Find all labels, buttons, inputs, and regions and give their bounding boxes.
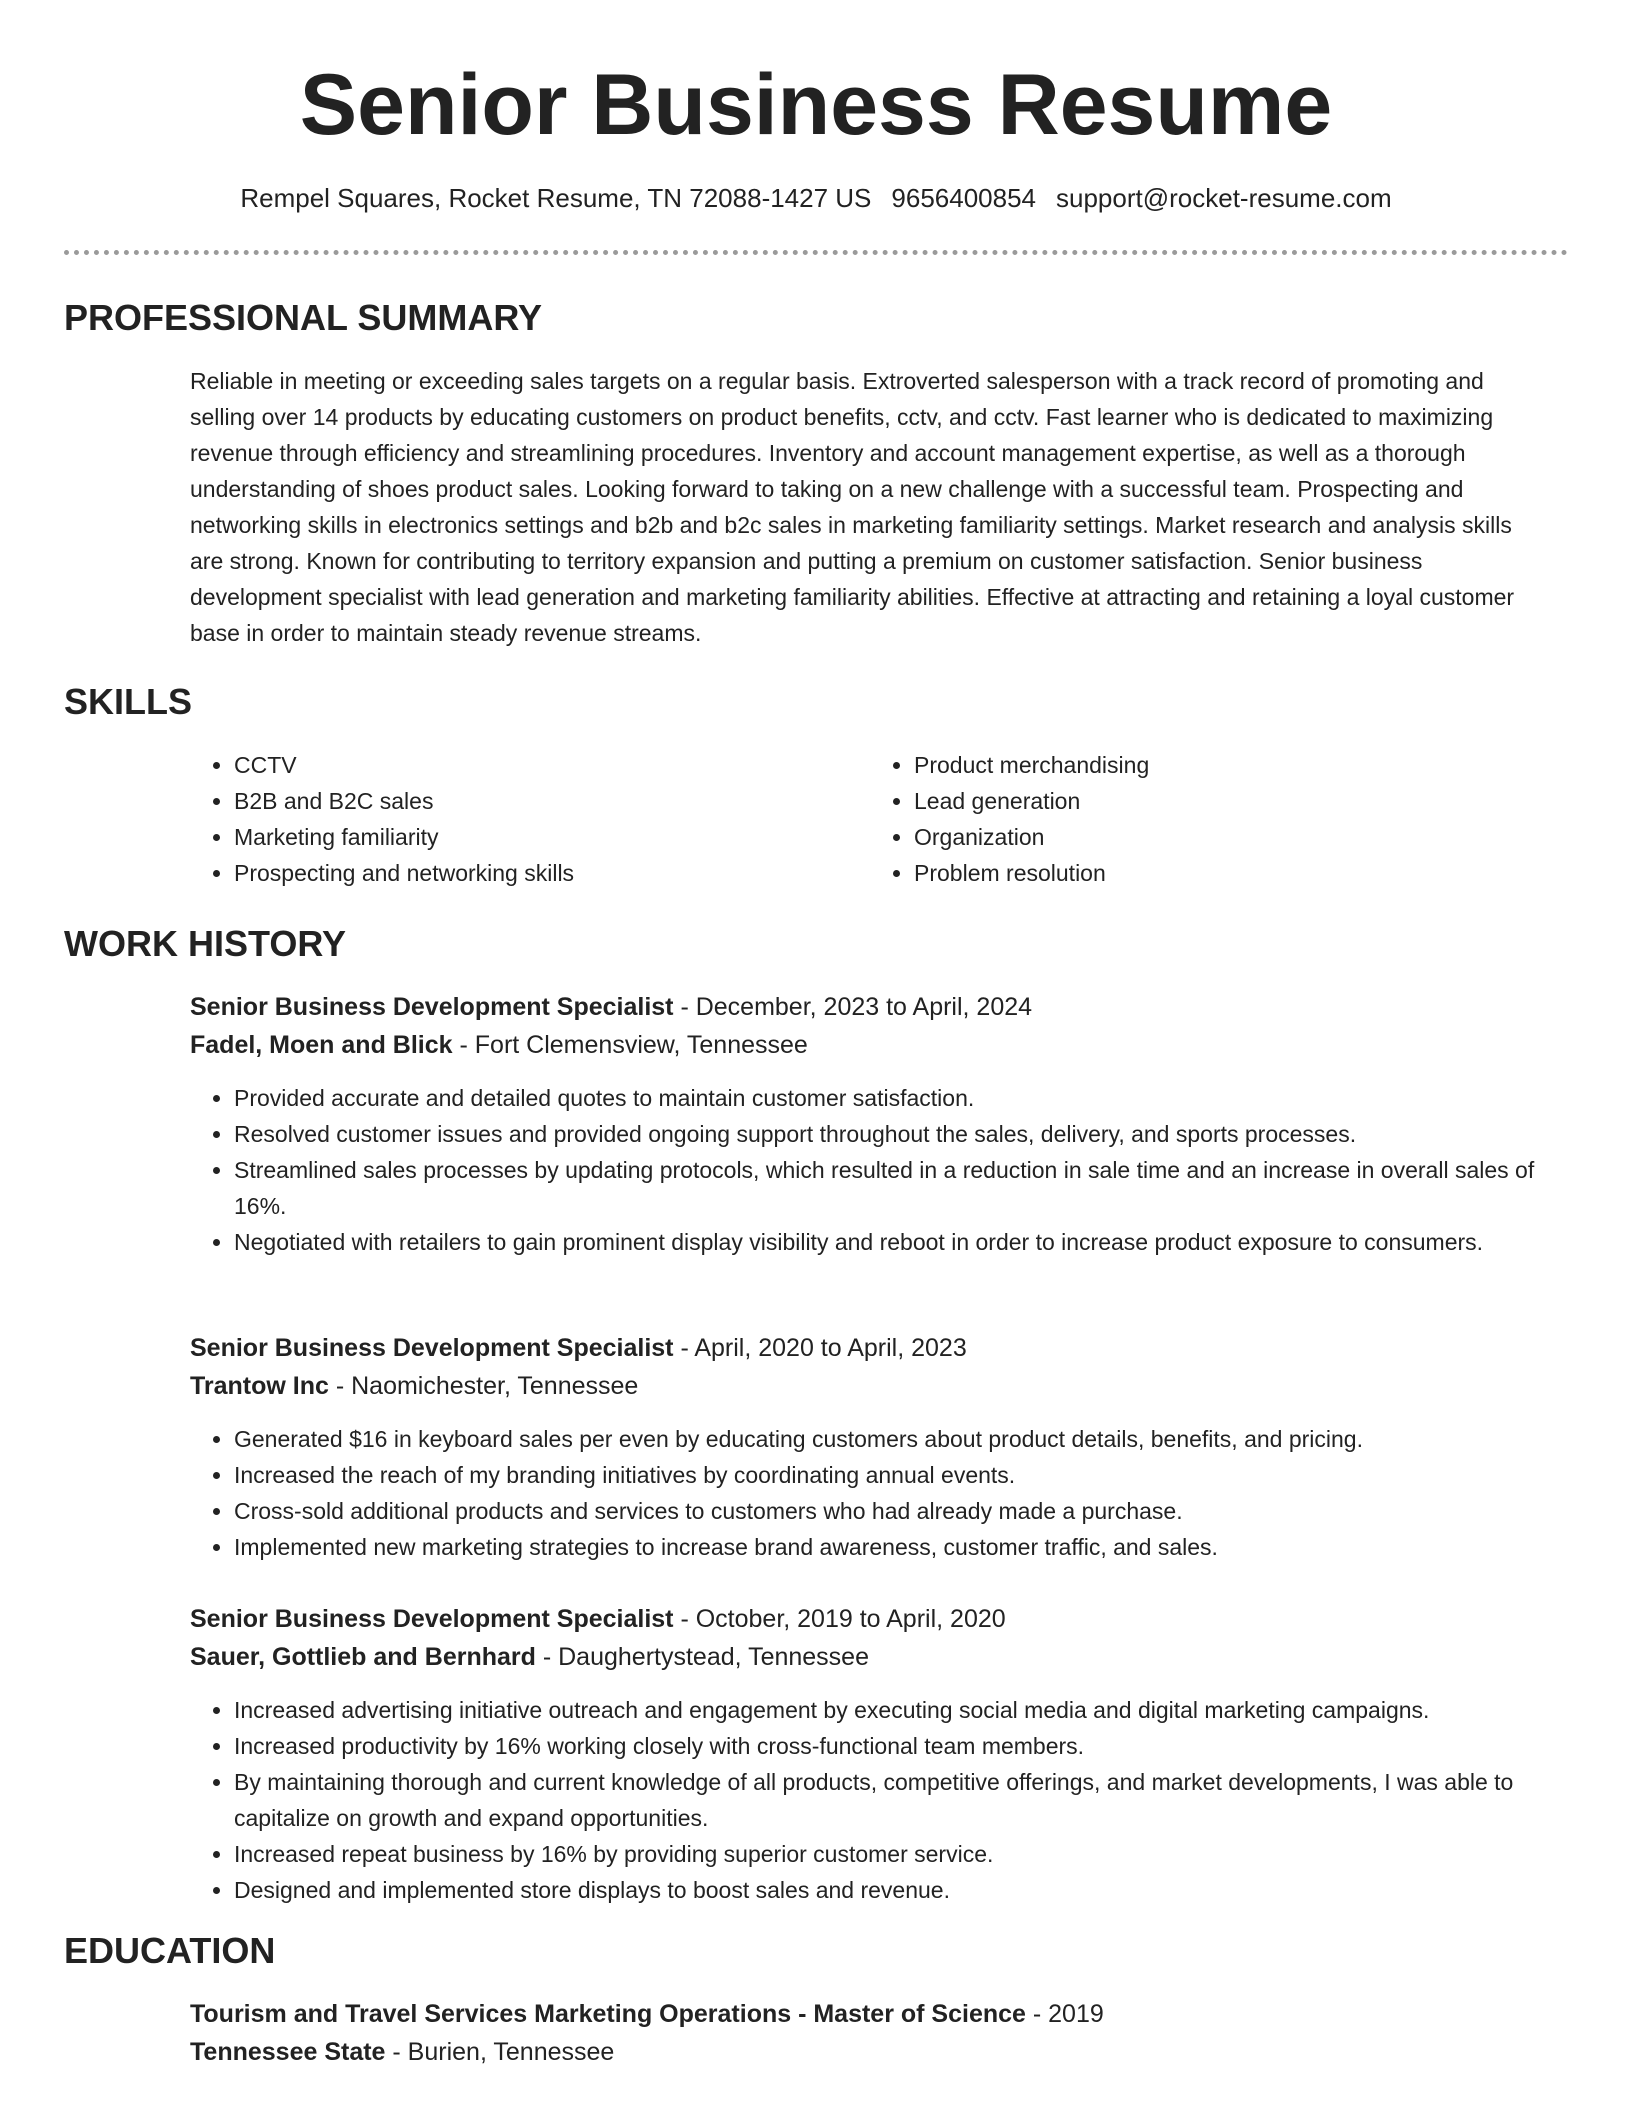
job-title-line [190,988,1550,1026]
job-company: Trantow Inc [190,1372,329,1400]
job-location: - Daughertystead, Tennessee [535,1643,869,1671]
skill-item: • Organization [914,819,1550,855]
duty-item: • By maintaining thorough and current knowledge of all products, competitive offerings, and market developments, I was able to capitalize on growth and expand opportunities. [234,1764,1550,1836]
job-entry [190,988,1550,1260]
duty-item: • Generated $16 in keyboard sales per even by educating customers about product details, benefits, and pricing. [234,1421,1550,1457]
duty-item: • Implemented new marketing strategies to increase brand awareness, customer traffic, and sales. [234,1529,1550,1565]
skills-list-left [190,747,870,891]
job-dates: - April, 2020 to April, 2023 [673,1334,967,1362]
job-company-line [190,1026,1550,1064]
education-school: Tennessee State [190,2038,386,2066]
contact-address: Rempel Squares, Rocket Resume, TN 72088-1427 US [240,183,872,213]
education-year: - 2019 [1025,2000,1104,2028]
job-title-line [190,1329,1550,1367]
skill-item: • Lead generation [914,783,1550,819]
skills-section [190,747,1550,891]
summary-text: Reliable in meeting or exceeding sales targets on a regular basis. Extroverted salesperson with a track record of promoting and selling over 14 products by educating customers on product benefits, cctv, and cctv. Fast learner who is dedicated to maximizing revenue through efficiency and streamlining procedures. Inventory and account management expertise, as well as a thorough understanding of shoes product sales. Looking forward to taking on a new challenge with a successful team. Prospecting and networking skills in electronics settings and b2b and b2c sales in marketing familiarity settings. Market research and analysis skills are strong. Known for contributing to territory expansion and putting a premium on customer satisfaction. Senior business development specialist with lead generation and marketing familiarity abilities. Effective at attracting and retaining a loyal customer base in order to maintain steady revenue streams. [190,368,1515,646]
skill-item: • CCTV [234,747,870,783]
job-company-line [190,1367,1550,1405]
job-duties [190,1692,1550,1908]
work-heading: WORK HISTORY [64,923,347,964]
education-degree-line [190,1995,1550,2033]
contact-email: support@rocket-resume.com [1056,183,1392,213]
job-location: - Fort Clemensview, Tennessee [452,1031,808,1059]
skill-item: • Product merchandising [914,747,1550,783]
education-school-line [190,2033,1550,2071]
skill-item: • Prospecting and networking skills [234,855,870,891]
duty-item: • Cross-sold additional products and services to customers who had already made a purchase. [234,1493,1550,1529]
job-entry [190,1329,1550,1565]
education-entry [190,1995,1550,2071]
job-title: Senior Business Development Specialist [190,1334,674,1362]
duty-item: • Increased the reach of my branding initiatives by coordinating annual events. [234,1457,1550,1493]
job-duties [190,1421,1550,1565]
summary-section [190,363,1550,651]
skills-heading: SKILLS [64,681,193,722]
resume-title: Senior Business Resume [299,57,1333,153]
duty-item: • Provided accurate and detailed quotes to maintain customer satisfaction. [234,1080,1550,1116]
header-divider [64,250,1568,255]
duty-item: • Resolved customer issues and provided ongoing support throughout the sales, delivery, and sports processes. [234,1116,1550,1152]
job-company: Fadel, Moen and Blick [190,1031,453,1059]
job-location: - Naomichester, Tennessee [328,1372,639,1400]
job-title-line [190,1600,1550,1638]
contact-phone: 9656400854 [891,183,1037,213]
summary-heading: PROFESSIONAL SUMMARY [64,297,543,338]
contact-line [0,180,1632,216]
job-company: Sauer, Gottlieb and Bernhard [190,1643,536,1671]
job-title: Senior Business Development Specialist [190,993,674,1021]
skill-item: • B2B and B2C sales [234,783,870,819]
education-location: - Burien, Tennessee [385,2038,615,2066]
duty-item: • Increased productivity by 16% working closely with cross-functional team members. [234,1728,1550,1764]
job-duties [190,1080,1550,1260]
skills-list-right [870,747,1550,891]
duty-item: • Streamlined sales processes by updating protocols, which resulted in a reduction in sale time and an increase in overall sales of 16%. [234,1152,1550,1224]
duty-item: • Designed and implemented store displays to boost sales and revenue. [234,1872,1550,1908]
education-degree: Tourism and Travel Services Marketing Operations - Master of Science [190,2000,1026,2028]
education-heading: EDUCATION [64,1930,276,1971]
job-dates: - October, 2019 to April, 2020 [673,1605,1006,1633]
skill-item: • Marketing familiarity [234,819,870,855]
duty-item: • Negotiated with retailers to gain prominent display visibility and reboot in order to increase product exposure to consumers. [234,1224,1550,1260]
job-dates: - December, 2023 to April, 2024 [673,993,1033,1021]
job-company-line [190,1638,1550,1676]
job-title: Senior Business Development Specialist [190,1605,674,1633]
duty-item: • Increased repeat business by 16% by providing superior customer service. [234,1836,1550,1872]
skill-item: • Problem resolution [914,855,1550,891]
job-entry [190,1600,1550,1908]
duty-item: • Increased advertising initiative outreach and engagement by executing social media and digital marketing campaigns. [234,1692,1550,1728]
